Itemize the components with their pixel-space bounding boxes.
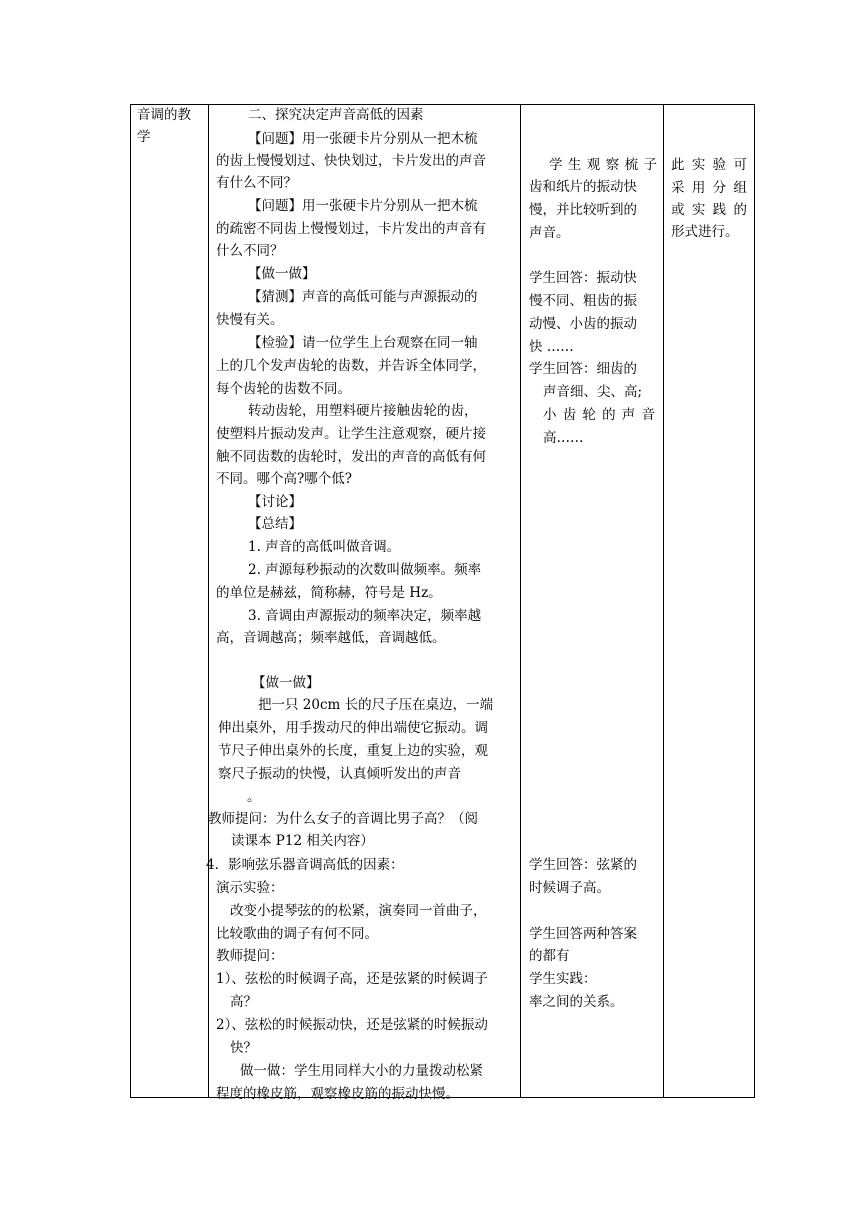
col3-text-line: 学生回答两种答案: [529, 926, 637, 942]
col2-text-line: 【讨论】: [248, 494, 302, 510]
col3-text-line: 快 ……: [529, 339, 574, 355]
col2-text-line: 2）、弦松的时候振动快，还是弦紧的时候振动: [216, 1017, 488, 1033]
col2-text-line: 程度的橡皮筋，观察橡皮筋的振动快慢。: [216, 1086, 459, 1102]
col2-text-line: 比较歌曲的调子有何不同。: [216, 926, 378, 942]
col2-text-line: 1. 声音的高低叫做音调。: [248, 539, 401, 555]
col2-text-line: 教师提问：为什么女子的音调比男子高？（阅: [208, 811, 478, 827]
col2-text-line: 【做一做】: [252, 675, 320, 691]
col2-text-line: 3. 音调由声源振动的频率决定，频率越: [248, 608, 482, 624]
col2-text-line: 察尺子振动的快慢，认真倾听发出的声音: [218, 766, 461, 782]
col2-text-line: 伸出桌外，用手拨动尺的伸出端使它振动。调: [218, 720, 488, 736]
col3-text-line: 慢，并比较听到的: [529, 202, 637, 218]
col3-text-line: 高……: [543, 430, 584, 446]
col4-text-line: 形式进行。: [671, 224, 739, 240]
col2-text-line: 的齿上慢慢划过、快快划过，卡片发出的声音: [216, 153, 486, 169]
col3-text-line: 齿和纸片的振动快: [529, 179, 637, 195]
col2-text-line: 快？: [230, 1040, 257, 1056]
col2-text-line: 每个齿轮的齿数不同。: [216, 381, 351, 397]
col2-text-line: 触不同齿数的齿轮时，发出的声音的高低有何: [216, 449, 486, 465]
table-cell-notes: [663, 104, 755, 1098]
col2-text-line: 上的几个发声齿轮的齿数，并告诉全体同学，: [216, 358, 486, 374]
col2-text-line: 的疏密不同齿上慢慢划过，卡片发出的声音有: [216, 221, 486, 237]
col2-text-line: 把一只 20cm 长的尺子压在桌边，一端: [258, 697, 494, 713]
col4-text-line: 采用分组: [671, 180, 747, 196]
col2-text-line: 1）、弦松的时候调子高，还是弦紧的时候调子: [216, 971, 488, 987]
col3-text-line: 声音。: [529, 225, 570, 241]
table-cell-topic: [130, 104, 209, 1098]
col2-text-line: 快慢有关。: [216, 312, 284, 328]
col2-text-line: 【问题】用一张硬卡片分别从一把木梳: [248, 131, 478, 147]
col2-text-line: 转动齿轮，用塑料硬片接触齿轮的齿，: [248, 403, 478, 419]
col1-text-line: 学: [137, 129, 151, 145]
col3-text-line: 学生观察梳子: [549, 157, 657, 173]
col2-text-line: 【总结】: [248, 516, 302, 532]
col3-text-line: 动慢、小齿的振动: [529, 316, 637, 332]
col2-text-line: 有什么不同？: [216, 175, 297, 191]
col2-text-line: 高？: [230, 994, 257, 1010]
col3-text-line: 学生回答：弦紧的: [529, 857, 637, 873]
col2-text-line: 2. 声源每秒振动的次数叫做频率。频率: [248, 562, 482, 578]
col4-text-line: 此实验可: [671, 157, 747, 173]
col2-text-line: 【猜测】声音的高低可能与声源振动的: [248, 289, 478, 305]
col4-text-line: 或实践的: [671, 202, 747, 218]
col2-text-line: 二、探究决定声音高低的因素: [248, 107, 424, 123]
col3-text-line: 学生回答：细齿的: [529, 361, 637, 377]
col2-text-line: 4．影响弦乐器音调高低的因素：: [206, 857, 404, 873]
col2-text-line: 【做一做】: [248, 266, 316, 282]
col2-text-line: 节尺子伸出桌外的长度，重复上边的实验，观: [218, 743, 488, 759]
col2-text-line: 【问题】用一张硬卡片分别从一把木梳: [248, 198, 478, 214]
col2-text-line: 【检验】请一位学生上台观察在同一轴: [248, 335, 478, 351]
col3-text-line: 学生实践：: [529, 971, 597, 987]
col2-text-line: 读课本 P12 相关内容）: [231, 833, 374, 849]
col2-text-line: 。: [247, 789, 261, 805]
col2-text-line: 使塑料片振动发声。让学生注意观察，硬片接: [216, 426, 486, 442]
col3-text-line: 声音细、尖、高;: [543, 384, 643, 400]
col2-text-line: 演示实验：: [216, 880, 284, 896]
col3-text-line: 学生回答：振动快: [529, 270, 637, 286]
col2-text-line: 改变小提琴弦的的松紧，演奏同一首曲子，: [230, 903, 487, 919]
col3-text-line: 慢不同、粗齿的振: [529, 293, 637, 309]
col2-text-line: 教师提问：: [216, 948, 284, 964]
col3-text-line: 小齿轮的声音: [543, 407, 655, 423]
col2-text-line: 的单位是赫兹，简称赫，符号是 Hz。: [216, 585, 442, 601]
col2-text-line: 做一做：学生用同样大小的力量拨动松紧: [240, 1063, 483, 1079]
col3-text-line: 的都有: [529, 948, 570, 964]
col3-text-line: 率之间的关系。: [529, 994, 624, 1010]
col2-text-line: 高，音调越高；频率越低，音调越低。: [216, 630, 446, 646]
col2-text-line: 不同。哪个高?哪个低?: [216, 471, 352, 487]
col2-text-line: 什么不同？: [216, 243, 284, 259]
col1-text-line: 音调的教: [137, 107, 191, 123]
col3-text-line: 时候调子高。: [529, 880, 610, 896]
